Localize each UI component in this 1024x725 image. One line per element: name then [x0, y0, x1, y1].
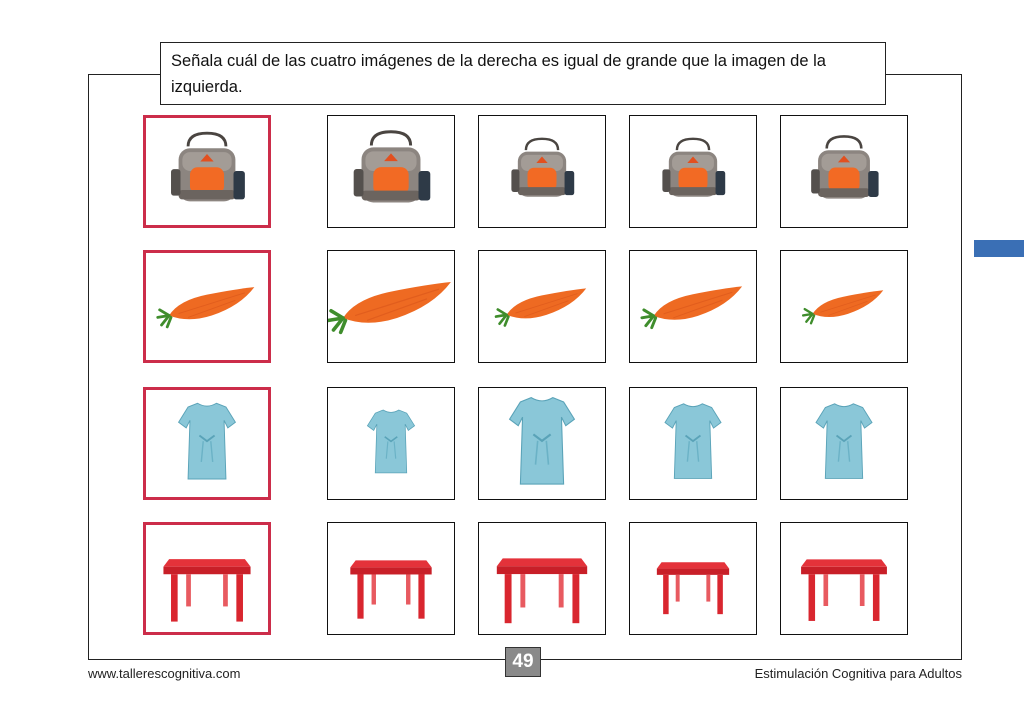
option-carrot-3[interactable]: [629, 250, 757, 363]
carrot-icon: [781, 251, 907, 362]
table-icon: [479, 523, 605, 634]
option-dress-3[interactable]: [629, 387, 757, 500]
table-icon: [630, 523, 756, 634]
carrot-icon: [328, 251, 454, 362]
dress-icon: [781, 388, 907, 499]
backpack-icon: [781, 116, 907, 227]
carrot-icon: [630, 251, 756, 362]
option-table-4[interactable]: [780, 522, 908, 635]
carrot-icon: [146, 253, 268, 360]
option-dress-1[interactable]: [327, 387, 455, 500]
option-dress-2[interactable]: [478, 387, 606, 500]
backpack-icon: [630, 116, 756, 227]
dress-icon: [479, 388, 605, 499]
reference-image-backpack: [143, 115, 271, 228]
option-backpack-4[interactable]: [780, 115, 908, 228]
option-backpack-1[interactable]: [327, 115, 455, 228]
reference-image-carrot: [143, 250, 271, 363]
dress-icon: [146, 390, 268, 497]
backpack-icon: [328, 116, 454, 227]
option-carrot-1[interactable]: [327, 250, 455, 363]
carrot-icon: [479, 251, 605, 362]
page-number: 49: [505, 647, 541, 677]
reference-image-table: [143, 522, 271, 635]
footer-website: www.tallerescognitiva.com: [88, 666, 241, 681]
option-carrot-2[interactable]: [478, 250, 606, 363]
instruction-text: Señala cuál de las cuatro imágenes de la derecha es igual de grande que la imagen de la izquierda.: [160, 42, 886, 105]
dress-icon: [630, 388, 756, 499]
chapter-tab: [974, 240, 1024, 257]
option-backpack-3[interactable]: [629, 115, 757, 228]
footer-title: Estimulación Cognitiva para Adultos: [754, 666, 962, 681]
option-dress-4[interactable]: [780, 387, 908, 500]
option-backpack-2[interactable]: [478, 115, 606, 228]
backpack-icon: [479, 116, 605, 227]
option-table-2[interactable]: [478, 522, 606, 635]
table-icon: [146, 525, 268, 632]
table-icon: [328, 523, 454, 634]
dress-icon: [328, 388, 454, 499]
option-carrot-4[interactable]: [780, 250, 908, 363]
option-table-3[interactable]: [629, 522, 757, 635]
option-table-1[interactable]: [327, 522, 455, 635]
table-icon: [781, 523, 907, 634]
backpack-icon: [146, 118, 268, 225]
reference-image-dress: [143, 387, 271, 500]
